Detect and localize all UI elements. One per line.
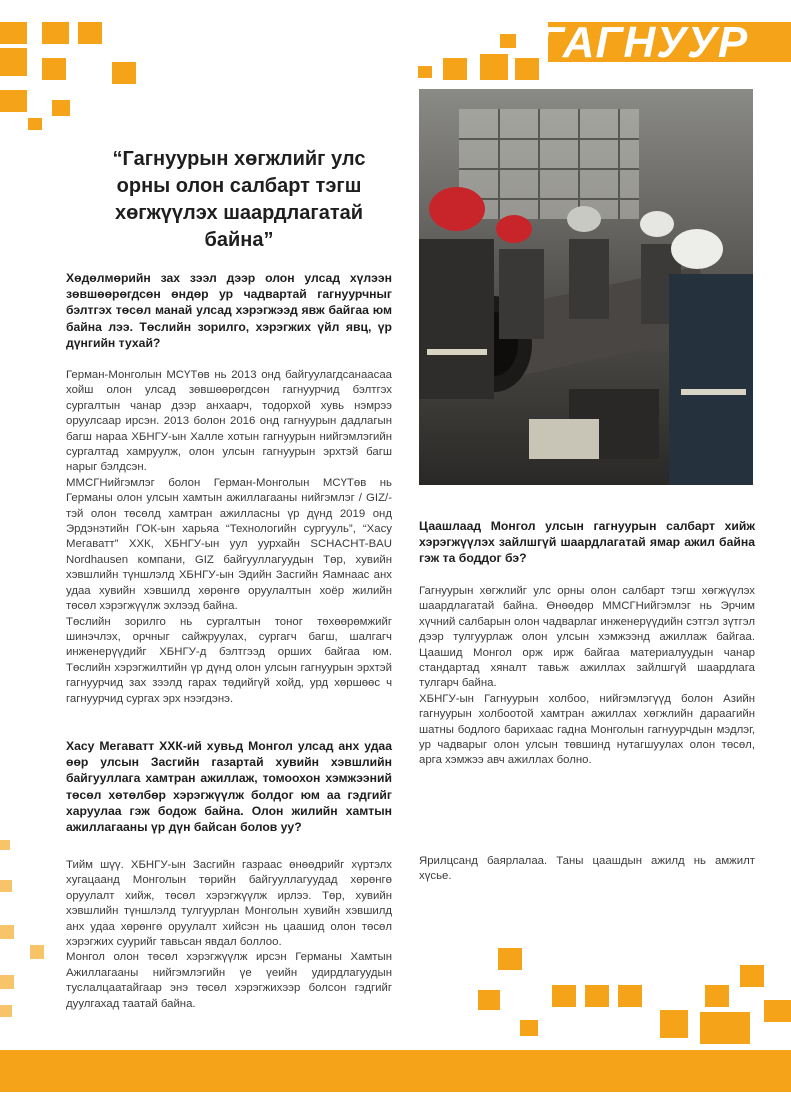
- decor-square: [28, 118, 42, 130]
- decor-square: [42, 22, 69, 44]
- decor-square: [443, 58, 467, 80]
- decor-square: [0, 925, 14, 939]
- decor-square: [552, 985, 576, 1007]
- decor-square: [418, 66, 432, 78]
- decor-square: [618, 985, 642, 1007]
- decor-square: [700, 1012, 750, 1044]
- decor-square: [0, 1005, 12, 1017]
- decor-square: [0, 975, 14, 989]
- decor-square: [30, 945, 44, 959]
- decor-square: [500, 34, 516, 48]
- decor-square: [520, 1020, 538, 1036]
- decor-square: [585, 985, 609, 1007]
- decor-square: [740, 965, 764, 987]
- footer-band: [0, 1050, 791, 1092]
- closing-remark: Ярилцсанд баярлалаа. Таны цаашдын ажилд нь амжилт хүсье.: [419, 855, 755, 883]
- decor-square: [0, 880, 12, 892]
- decor-square: [0, 90, 27, 112]
- brand-logo: [537, 18, 748, 68]
- decor-square: [0, 840, 10, 850]
- decor-square: [660, 1010, 688, 1038]
- answer-3: Гагнуурын хөгжлийг улс орны олон салбарт тэгш хөгжүүлэх шаардлагатай байна. Өнөөдөр ММСГНийгэмлэг нь Эрчим хүчний салбарын олон чадварлаг инженерүүдийн сэтгэл зүтгэл дээр тулгуурлаж олон улсын хэмжээнд ажиллаж байгаа. Цаашид Монгол орж ирж байгаа материалуудын чанар стандартад хяналт тавьж ажиллах зайлшгүй шаардлага тулгарч байна. ХБНГУ-ын Гагнуурын холбоо, нийгэмлэгүүд болон Азийн гагнуурын холбоотой хамтран ажиллах хөгжлийн дараагийн шатны бодлого барихаас гадна Монголын гагнуурчдын мэдлэг, ур чадварыг олон улсын төвшинд нутагшуулах олон төсөл, арга хэмжээ авч ажиллах болно.: [419, 585, 755, 767]
- decor-square: [112, 62, 136, 84]
- welders-photo-icon: [419, 89, 753, 485]
- answer-1: Герман-Монголын МСҮТөв нь 2013 онд байгуулагдсанаасаа хойш олон улсад зөвшөөрөгдсөн гагнуурчид бэлтгэх сургалтын чанар дээр анхаарч, тодорхой хувь нэмрээ оруулсаар ирсэн. 2013 болон 2016 онд гагнуурын дадлагын багш нараа ХБНГУ-ын Халле хотын гагнуурын нийгэмлэгийн сургалтад хамруулж, олон улсын гагнуурын эрхтэй багш нарыг бэлдсэн. ММСГНийгэмлэг болон Герман-Монголын МСҮТөв нь Германы олон улсын хамтын ажиллагааны нийгэмлэг / GIZ/-тэй олон төсөлд хамтран ажилласны үр дүнд 2019 онд Эрдэнэтийн ГОК-ын харьяа “Технологийн сургууль”, “Хасу Мегаватт” ХХК, ХБНГУ-ын уул уурхайн SCHACHT-BAU Nordhausen компани, GIZ байгууллагуудын Төр, хувийн хэвшлийн түншлэлд ХБНГУ-ын Эдийн Засгийн Яамнаас анх удаа хувийн хэвшилд хөрөнгө оруулалтын хоёр жилийн төсөл хэрэгжүүлж эхлээд байна. Төслийн зорилго нь сургалтын тоног төхөөрөмжийг шинэчлэх, орчныг сайжруулах, сургагч багш, шалгагч инженерүүдийг ХБНГУ-д бэлтгээд орших байгаа юм. Төслийн хэрэгжилтийн үр дүнд олон улсын гагнуурын эрхтэй гагнуурчид зах зээлд гарах төдийгүй хойд, урд хөршөөс ч гагнуурчид сургах эрх нээгдэнэ.: [66, 369, 392, 705]
- decor-square: [498, 948, 522, 970]
- decor-square: [764, 1000, 791, 1022]
- question-2: Хасу Мегаватт ХХК-ий хувьд Монгол улсад анх удаа өөр улсын Засгийн газартай хувийн хэвшлийн байгууллага хамтран ажиллаж, томоохон хэмжээний төсөл хөтөлбөр хэрэгжүүлж болдог юм аа гэдгийг харуулаа гэж бодож байна. Олон жилийн хамтын ажиллагааны үр дүн байсан болов уу?: [66, 739, 392, 835]
- welders-photo: [419, 89, 753, 485]
- answer-2: Тийм шүү. ХБНГУ-ын Засгийн газраас өнөөдрийг хүртэлх хугацаанд Монголын төрийн байгууллагуудад хөрөнгө оруулалт хийж, төсөл хэрэгжүүлж ирлээ. Төр, хувийн хэвшлийн түншлэлд тулгуурлан Монголын хувийн хэвшилд анх удаа хөрөнгө оруулалт хийсэн нь цаашид олон төсөл хэрэгжих суурийг тавьсан явдал боллоо. Монгол олон төсөл хэрэгжүүлж ирсэн Германы Хамтын Ажиллагааны нийгэмлэгийн үе үеийн удирдлагуудын туслалцаатайгаар энэ төсөл хэрэгжихээр болсон гэдгийг дуулгахад таатай байна.: [66, 859, 392, 1010]
- logo-text: ГАГНУУР: [537, 18, 749, 67]
- decor-square: [42, 58, 66, 80]
- headline-quote: “Гагнуурын хөгжлийг улс орны олон салбарт тэгш хөгжүүлэх шаардлагатай байна”: [112, 148, 366, 251]
- decor-square: [0, 48, 27, 76]
- decor-square: [480, 54, 508, 80]
- decor-square: [478, 990, 500, 1010]
- decor-square: [0, 22, 27, 44]
- question-1: Хөдөлмөрийн зах зээл дээр олон улсад хүлээн зөвшөөрөгдсөн өндөр ур чадвартай гагнуурчныг бэлтгэх төсөл манай улсад хэрэгжээд явж байгаа юм байна лээ. Төслийн зорилго, хэрэгжих үйл явц, үр дүнгийн тухай?: [66, 271, 392, 350]
- decor-square: [515, 58, 539, 80]
- decor-square: [78, 22, 102, 44]
- decor-square: [52, 100, 70, 116]
- question-3: Цаашлаад Монгол улсын гагнуурын салбарт хийж хэрэгжүүлэх зайлшгүй шаардлагатай ямар ажил байна гэж та боддог бэ?: [419, 519, 755, 566]
- decor-square: [705, 985, 729, 1007]
